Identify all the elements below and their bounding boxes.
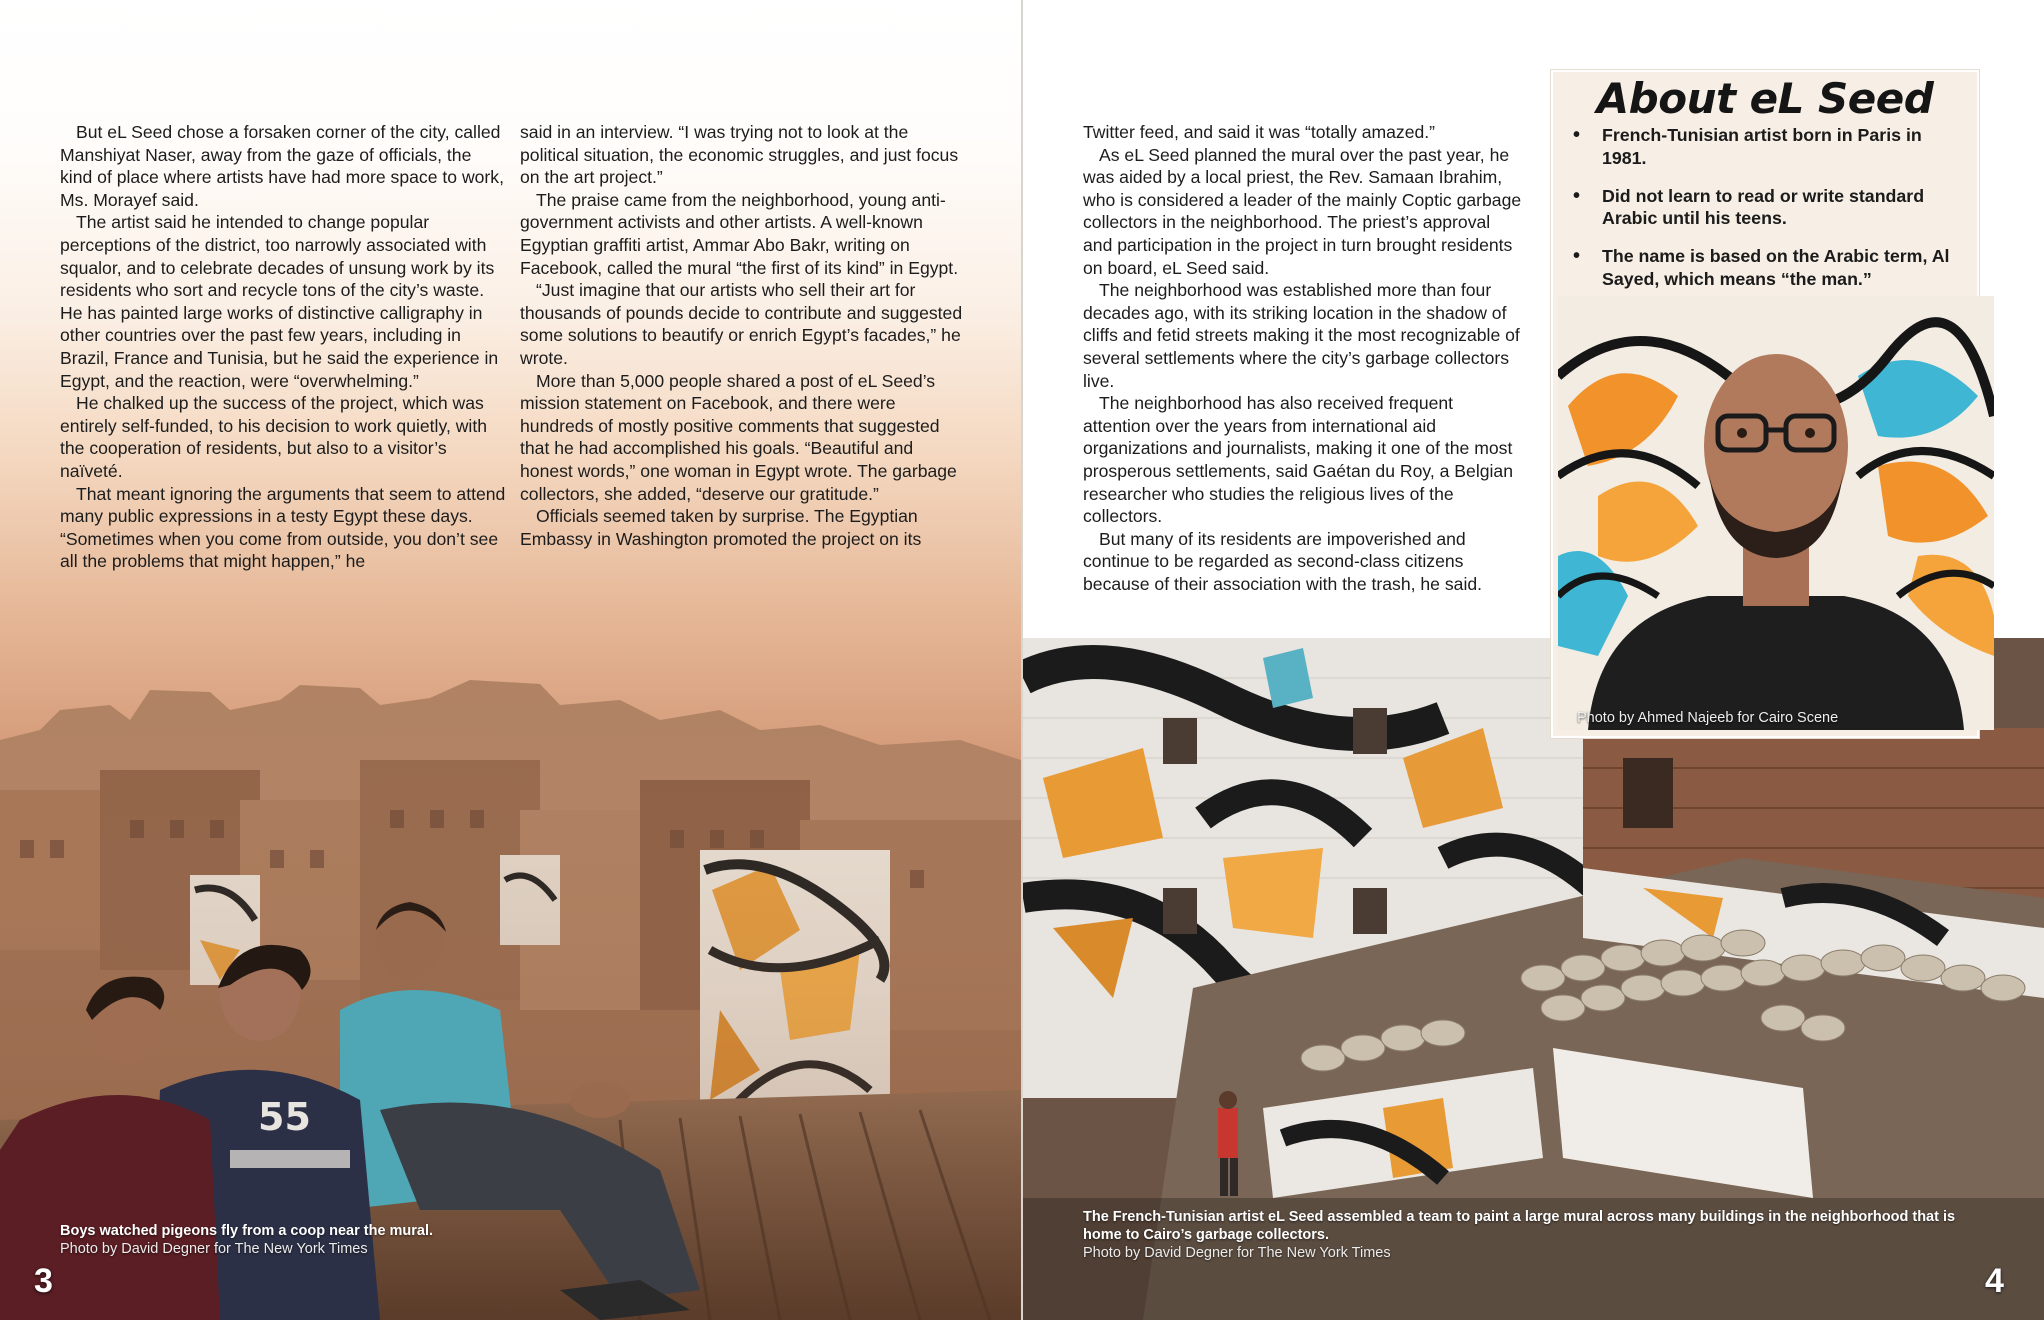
- paragraph: The praise came from the neighborhood, young anti-government activists and other artists. A well-known Egyptian graffiti artist, Ammar Abo Bakr, writing on Facebook, called the mural “the first of its kind” in Egypt.: [520, 189, 959, 278]
- about-sidebar: [1551, 70, 1979, 738]
- caption-credit: Photo by David Degner for The New York Times: [1083, 1245, 1391, 1261]
- paragraph: Twitter feed, and said it was “totally amazed.”: [1083, 122, 1436, 142]
- page-number-left: 3: [34, 1262, 53, 1300]
- caption-title: Boys watched pigeons fly from a coop near the mural.: [60, 1223, 434, 1239]
- about-bullet: • The name is based on the Arabic term, Al Sayed, which means “the man.”: [1571, 245, 1967, 291]
- portrait-credit: Photo by Ahmed Najeeb for Cairo Scene: [1577, 710, 1839, 726]
- photo-caption-right: [1083, 1208, 1983, 1262]
- paragraph: As eL Seed planned the mural over the past year, he was aided by a local priest, the Rev. Samaan Ibrahim, who is considered a leader of the mainly Coptic garbage collectors in the neighborhood. The priest’s approval and participation in the project in turn brought residents on board, eL Seed said.: [1083, 144, 1522, 278]
- paragraph: But eL Seed chose a forsaken corner of the city, called Manshiyat Naser, away from the gaze of officials, the kind of place where artists have had more space to work, Ms. Morayef said.: [60, 122, 504, 210]
- photo-caption-left: [60, 1222, 660, 1258]
- about-bullet: • Did not learn to read or write standard Arabic until his teens.: [1571, 185, 1967, 231]
- paragraph: The neighborhood was established more than four decades ago, with its striking location in the shadow of cliffs and fetid streets making it the most recognizable of several settlements where the city’s garbage collectors live.: [1083, 280, 1520, 391]
- about-title: About eL Seed: [1596, 74, 1934, 123]
- caption-credit: Photo by David Degner for The New York Times: [60, 1241, 368, 1257]
- paragraph: The neighborhood has also received frequent attention over the years from international aid organizations and journalists, making it one of the most prosperous settlements, said Gaétan du Roy, a Belgian researcher who studies the religious lives of the collectors.: [1083, 393, 1513, 527]
- paragraph: He chalked up the success of the project, which was entirely self-funded, to his decision to work quietly, with the cooperation of residents, but also to a visitor’s naïveté.: [60, 393, 488, 481]
- artist-portrait: [1558, 296, 1994, 730]
- article-column-2: [520, 121, 964, 550]
- svg-text:55: 55: [258, 1095, 311, 1139]
- article-column-3: [1083, 121, 1523, 595]
- paragraph: The artist said he intended to change popular perceptions of the district, too narrowly associated with squalor, and to celebrate decades of unsung work by its residents who sort and recycle tons of the city’s waste. He has painted large works of distinctive calligraphy in other countries over the past few years, including in Brazil, France and Tunisia, but he said the experience in Egypt, and the reaction, were “overwhelming.”: [60, 212, 499, 391]
- paragraph: Officials seemed taken by surprise. The Egyptian Embassy in Washington promoted the project on its: [520, 506, 922, 549]
- paragraph: But many of its residents are impoverished and continue to be regarded as second-class citizens because of their association with the trash, he said.: [1083, 528, 1483, 594]
- article-column-1: [60, 121, 508, 573]
- paragraph: More than 5,000 people shared a post of eL Seed’s mission statement on Facebook, and there were hundreds of mostly positive comments that suggested that he had accomplished his goals. “Beautiful and honest words,” one woman in Egypt wrote. The garbage collectors, she added, “deserve our gratitude.”: [520, 370, 957, 504]
- paragraph: said in an interview. “I was trying not to look at the political situation, the economic struggles, and just focus on the art project.”: [520, 122, 959, 188]
- rooftop-photo: [0, 650, 1021, 1320]
- left-page: [0, 0, 1021, 1320]
- caption-title: The French-Tunisian artist eL Seed assembled a team to paint a large mural across many buildings in the neighborhood that is home to Cairo’s garbage collectors.: [1083, 1209, 1956, 1243]
- paragraph: “Just imagine that our artists who sell their art for thousands of pounds decide to contribute and suggested some solutions to beautify or enrich Egypt’s facades,” he wrote.: [520, 280, 963, 368]
- paragraph: That meant ignoring the arguments that seem to attend many public expressions in a testy Egypt these days. “Sometimes when you come from outside, you don’t see all the problems that might happen,” he: [60, 483, 506, 572]
- page-number-right: 4: [1985, 1262, 2004, 1300]
- about-bullet: • French-Tunisian artist born in Paris in 1981.: [1571, 124, 1967, 170]
- about-bullet-list: [1571, 124, 1967, 306]
